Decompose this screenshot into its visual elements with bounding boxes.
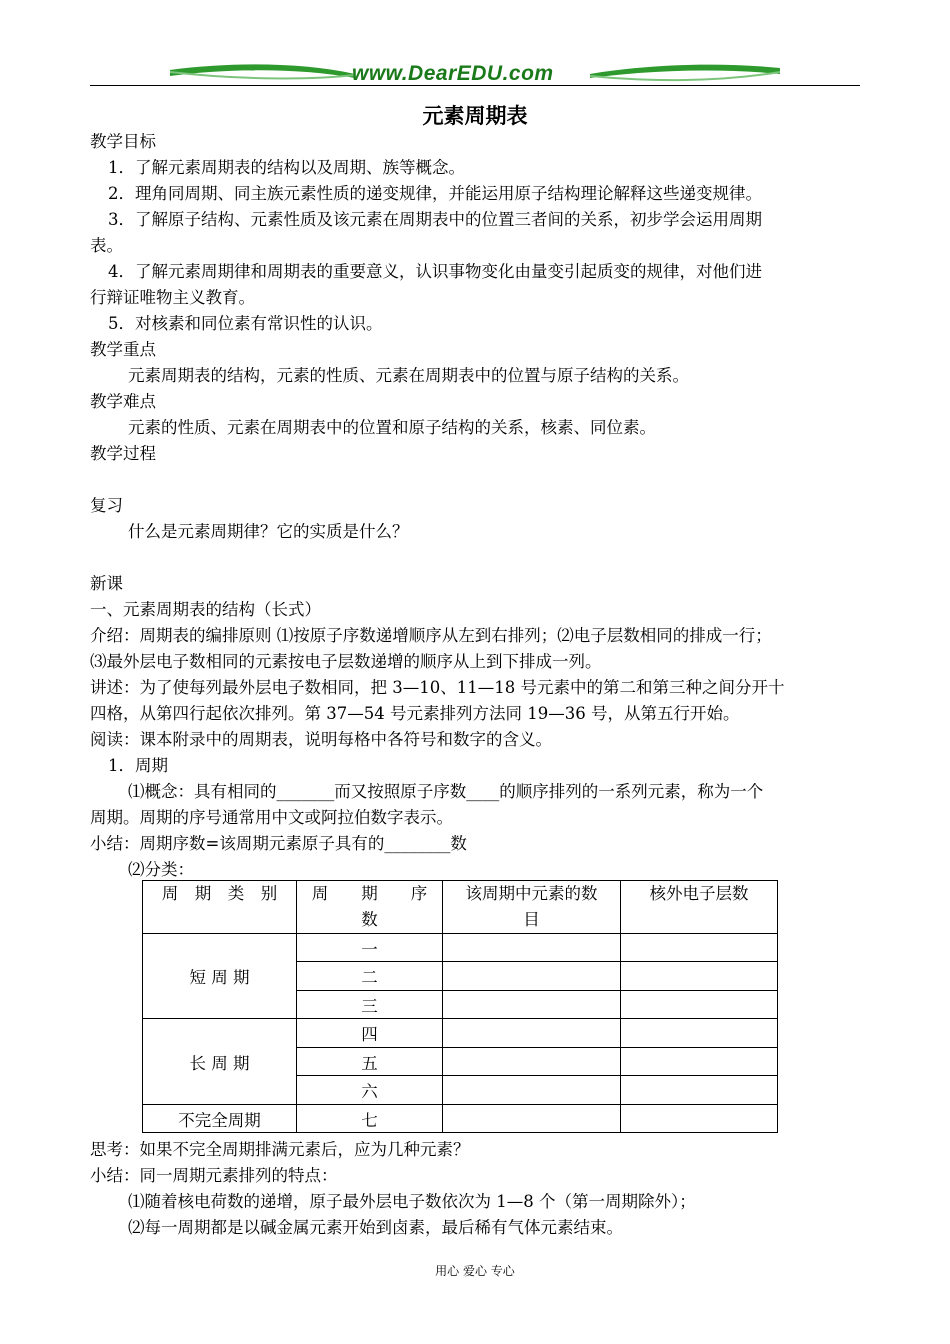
table-cell bbox=[621, 1048, 778, 1076]
header-divider bbox=[90, 85, 860, 86]
page-footer: 用心 爱心 专心 bbox=[435, 1264, 515, 1278]
goal-item: 4．了解元素周期律和周期表的重要意义，认识事物变化由量变引起质变的规律，对他们进 bbox=[108, 262, 762, 281]
page-title: 元素周期表 bbox=[422, 103, 528, 128]
table-cell bbox=[443, 1019, 621, 1048]
table-row bbox=[143, 1105, 778, 1133]
feature-point: ⑵每一周期都是以碱金属元素开始到卤素，最后稀有气体元素结束。 bbox=[128, 1218, 623, 1237]
goal-item: 表。 bbox=[90, 236, 123, 255]
table-cell bbox=[443, 1105, 621, 1133]
difficulties-text: 元素的性质、元素在周期表中的位置和原子结构的关系，核素、同位素。 bbox=[128, 418, 656, 437]
summary-line: 小结：周期序数=该周期元素原子具有的________数 bbox=[90, 834, 467, 853]
classify-heading: ⑵分类： bbox=[128, 860, 194, 879]
table-header-row bbox=[143, 881, 778, 934]
section-heading: 一、元素周期表的结构（长式） bbox=[90, 600, 321, 619]
period-number-cell: 一 bbox=[297, 934, 443, 962]
key-points-heading: 教学重点 bbox=[90, 340, 156, 359]
table-cell bbox=[621, 934, 778, 962]
period-number-cell: 五 bbox=[297, 1048, 443, 1076]
period-number-cell: 三 bbox=[297, 991, 443, 1019]
concept-line: 周期。周期的序号通常用中文或阿拉伯数字表示。 bbox=[90, 808, 453, 827]
feature-point: ⑴随着核电荷数的递增，原子最外层电子数依次为 1—8 个（第一周期除外）； bbox=[128, 1192, 696, 1211]
period-number-cell: 七 bbox=[297, 1105, 443, 1133]
period-number-cell: 六 bbox=[297, 1076, 443, 1105]
new-lesson-heading: 新课 bbox=[90, 574, 123, 593]
review-heading: 复习 bbox=[90, 496, 123, 515]
intro-line: 介绍：周期表的编排原则 ⑴按原子序数递增顺序从左到右排列；⑵电子层数相同的排成一行； bbox=[90, 626, 772, 645]
goals-heading: 教学目标 bbox=[90, 132, 156, 151]
table-header-cell: 核外电子层数 bbox=[621, 881, 778, 934]
goal-item: 1．了解元素周期表的结构以及周期、族等概念。 bbox=[108, 158, 465, 177]
read-line: 阅读：课本附录中的周期表，说明每格中各符号和数字的含义。 bbox=[90, 730, 552, 749]
review-question: 什么是元素周期律？它的实质是什么？ bbox=[128, 522, 409, 541]
intro-line: ⑶最外层电子数相同的元素按电子层数递增的顺序从上到下排成一列。 bbox=[90, 652, 602, 671]
short-period-label: 短 周 期 bbox=[143, 934, 297, 1019]
process-heading: 教学过程 bbox=[90, 444, 156, 463]
long-period-label: 长 周 期 bbox=[143, 1019, 297, 1105]
table-cell bbox=[621, 1019, 778, 1048]
table-cell bbox=[621, 991, 778, 1019]
think-line: 思考：如果不完全周期排满元素后，应为几种元素？ bbox=[90, 1140, 470, 1159]
table-cell bbox=[621, 1076, 778, 1105]
period-heading: 1．周期 bbox=[108, 756, 168, 775]
header-logo-text: www.DearEDU.com bbox=[352, 62, 554, 85]
period-number-cell: 四 bbox=[297, 1019, 443, 1048]
table-cell bbox=[621, 1105, 778, 1133]
table-cell bbox=[443, 1048, 621, 1076]
goal-item: 3．了解原子结构、元素性质及该元素在周期表中的位置三者间的关系，初步学会运用周期 bbox=[108, 210, 762, 229]
table-header-cell: 该周期中元素的数 目 bbox=[443, 881, 621, 934]
table-header-cell: 周 期 序 数 bbox=[297, 881, 443, 934]
table-cell bbox=[443, 934, 621, 962]
difficulties-heading: 教学难点 bbox=[90, 392, 156, 411]
table-cell bbox=[443, 991, 621, 1019]
table-cell bbox=[621, 962, 778, 991]
table-row bbox=[143, 1019, 778, 1048]
table-header-cell: 周 期 类 别 bbox=[143, 881, 297, 934]
goal-item: 2．理角同周期、同主族元素性质的递变规律，并能运用原子结构理论解释这些递变规律。 bbox=[108, 184, 762, 203]
period-classification-table bbox=[142, 880, 778, 1133]
incomplete-period-label: 不完全周期 bbox=[143, 1105, 297, 1133]
table-cell bbox=[443, 1076, 621, 1105]
concept-line: ⑴概念：具有相同的_______而又按照原子序数____的顺序排列的一系列元素，称为一个 bbox=[128, 782, 764, 801]
key-points-text: 元素周期表的结构，元素的性质、元素在周期表中的位置与原子结构的关系。 bbox=[128, 366, 689, 385]
goal-item: 5．对核素和同位素有常识性的认识。 bbox=[108, 314, 383, 333]
explain-line: 讲述：为了使每列最外层电子数相同，把 3—10、11—18 号元素中的第二和第三种之间分开十 bbox=[90, 678, 785, 697]
table-row bbox=[143, 934, 778, 962]
goal-item: 行辩证唯物主义教育。 bbox=[90, 288, 255, 307]
table-cell bbox=[443, 962, 621, 991]
period-number-cell: 二 bbox=[297, 962, 443, 991]
explain-line: 四格，从第四行起依次排列。第 37—54 号元素排列方法同 19—36 号，从第五行开始。 bbox=[90, 704, 740, 723]
summary-line: 小结：同一周期元素排列的特点： bbox=[90, 1166, 338, 1185]
